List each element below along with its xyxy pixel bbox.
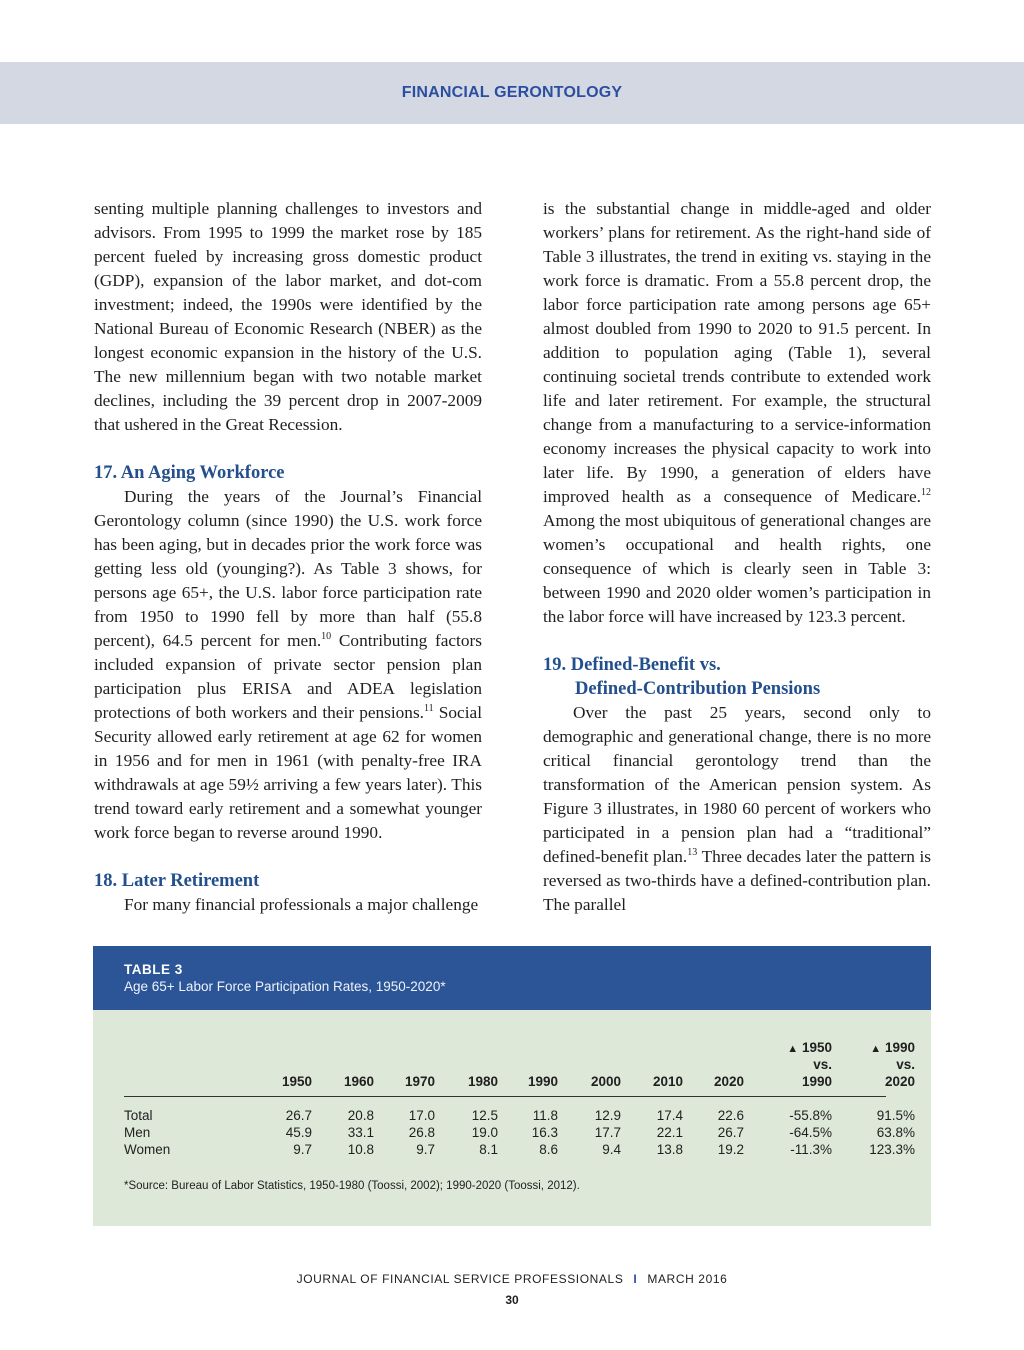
year-header: 1990 xyxy=(527,1074,558,1089)
up-triangle-icon: ▲ xyxy=(870,1043,882,1055)
change-header-2: ▲ 1990 xyxy=(870,1040,915,1055)
table-source-note: *Source: Bureau of Labor Statistics, 1950-1980 (Toossi, 2002); 1990-2020 (Toossi, 2012). xyxy=(124,1180,580,1192)
section-19-heading: 19. Defined-Benefit vs. Defined-Contribution Pensions xyxy=(543,655,821,699)
change-header-1-year: 1990 xyxy=(801,1074,832,1089)
continued-paragraph: is the substantial change in middle-aged and older workers’ plans for retirement. As the right-hand side of Table 3 illustrates, the trend in exiting vs. staying in the work force is dramatic. From a 55.8 percent drop, the labor force participation rate among persons age 65+ almost doubled from 1990 to 2020 to 91.5 percent. In addition to population aging (Table 1), several continuing societal trends contribute to extended work life and later retirement. For example, the structural change from a manufacturing to a service-information economy increases the physical capacity to work into later life. By 1990, a generation of elders have improved health as a consequence of Medicare.$^{12}$ Among the most ubiquitous of generational changes are women’s occupational and health rights, one consequence of which is clearly seen in Table 3: between 1990 and 2020 older women’s participation in the labor force will have increased by 123.3 percent. xyxy=(543,199,931,626)
footer-separator: I xyxy=(633,1272,638,1286)
section-18-heading: 18. Later Retirement xyxy=(94,871,260,891)
footnote-ref: 11 xyxy=(424,703,434,715)
table-3: TABLE 3 Age 65+ Labor Force Participation Rates, 1950-2020* ▲ 1950 ▲ 1990 vs. vs. 1950 1960 1970 1980 1990 2000 2010 2020 1990 2020 Total 26.7 20.8 17.0 12.5 11.8 12.9 17.4 22.6 -55.8% 91.5% Men 45.9 33.1 26.8 19.0 16.3 17.7 22.1 26.7 -64.5% 63.8% Women 9.7 10.8 9.7 8.1 8.6 9.4 13.8 19.2 -11.3% 123.3% *Source: Bureau of Labor Statistics, 1950-1980 (Toossi, 2002); 1990-2020 (Toossi, 2012). xyxy=(93,946,931,1226)
table-caption: Age 65+ Labor Force Participation Rates, 1950-2020* xyxy=(124,979,446,994)
running-header-title: FINANCIAL GERONTOLOGY xyxy=(401,84,623,101)
change-header-2-year: 2020 xyxy=(884,1074,915,1089)
year-header: 2000 xyxy=(590,1074,621,1089)
continued-paragraph: senting multiple planning challenges to investors and advisors. From 1995 to 1999 the market rose by 185 percent fueled by increasing gross domestic product (GDP), expansion of the labor market, and dot-com investment; indeed, the 1990s were identified by the National Bureau of Economic Research (NBER) as the longest economic expansion in the history of the U.S. The new millennium began with two notable market declines, including the 39 percent drop in 2007-2009 that ushered in the Great Recession. xyxy=(94,199,482,434)
change-header-1: ▲ 1950 xyxy=(787,1040,832,1055)
year-header: 1960 xyxy=(343,1074,374,1089)
year-header: 2020 xyxy=(713,1074,744,1089)
up-triangle-icon: ▲ xyxy=(787,1043,799,1055)
right-column xyxy=(543,197,931,917)
section-18-paragraph: For many financial professionals a major challenge xyxy=(124,895,479,914)
year-header: 2010 xyxy=(652,1074,683,1089)
year-header: 1950 xyxy=(281,1074,312,1089)
footnote-ref: 12 xyxy=(921,487,931,499)
footnote-ref: 13 xyxy=(687,847,698,859)
section-17-heading: 17. An Aging Workforce xyxy=(94,463,285,483)
section-17-paragraph: During the years of the Journal’s Financial Gerontology column (since 1990) the U.S. work force has been aging, but in decades prior the work force was getting less old (younging?). As Table 3 shows, for persons age 65+, the U.S. labor force participation rate from 1950 to 1990 fell by more than half (55.8 percent), 64.5 percent for men.$^{10}$ Contributing factors included expansion of private sector pension plan participation plus ERISA and ADEA legislation protections of both workers and their pensions.$^{11}$ Social Security allowed early retirement at age 62 for women in 1956 and for men in 1961 (with penalty-free IRA withdrawals at age 59½ arriving a few years later). This trend toward early retirement and a somewhat younger work force began to reverse around 1990. xyxy=(94,487,483,842)
table-label: TABLE 3 xyxy=(124,962,183,977)
table-header-band xyxy=(93,946,931,1010)
year-header: 1980 xyxy=(467,1074,498,1089)
footnote-ref: 10 xyxy=(321,631,332,643)
page-footer xyxy=(0,1272,1024,1286)
year-header: 1970 xyxy=(404,1074,435,1089)
left-column xyxy=(94,197,482,917)
section-19-paragraph: Over the past 25 years, second only to demographic and generational change, there is no more critical financial gerontology trend than the transformation of the American pension system. As Figure 3 illustrates, in 1980 60 percent of workers who participated in a pension plan had a “traditional” defined-benefit plan.$^{13}$ Three decades later the pattern is reversed as two-thirds have a defined-contribution plan. The parallel xyxy=(543,703,932,914)
table-rule xyxy=(124,1096,886,1097)
journal-name: JOURNAL OF FINANCIAL SERVICE PROFESSIONALS xyxy=(296,1272,624,1286)
page-number: 30 xyxy=(505,1293,519,1307)
issue-date: MARCH 2016 xyxy=(647,1272,728,1286)
